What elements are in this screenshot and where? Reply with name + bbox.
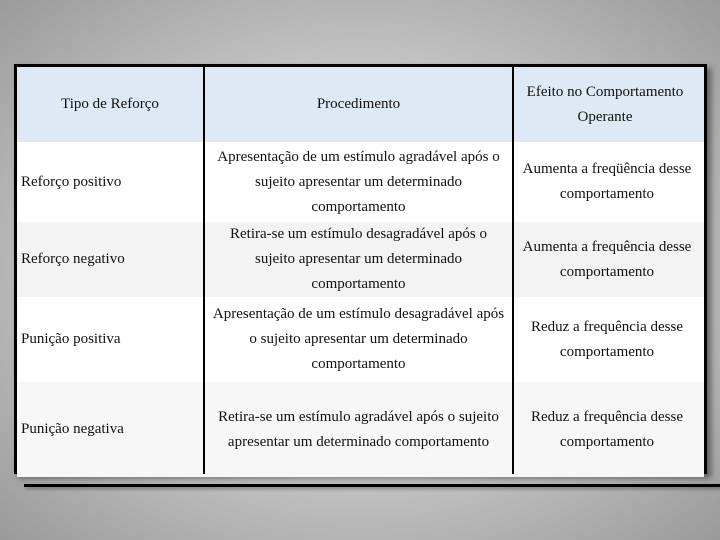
row-4-effect: Reduz a frequência desse comportamento xyxy=(530,408,683,450)
header-procedure: Procedimento xyxy=(316,96,401,112)
row-3-effect: Reduz a frequência desse comportamento xyxy=(530,318,683,360)
row-2-type: Reforço negativo xyxy=(21,251,125,267)
row-3-type: Punição positiva xyxy=(21,331,121,347)
bottom-rule xyxy=(24,484,720,487)
row-1-effect: Aumenta a freqüência desse comportamento xyxy=(522,161,692,202)
row-4-procedure: Retira-se um estímulo agradável após o sujeito apresentar um determinado comportamento xyxy=(218,408,499,450)
column-divider-2 xyxy=(512,67,514,474)
row-3-procedure: Apresentação de um estímulo desagradável após o sujeito apresentar um determinado comportamento xyxy=(212,306,505,372)
header-type: Tipo de Reforço xyxy=(61,96,159,112)
row-4-type: Punição negativa xyxy=(21,421,124,437)
row-1-type: Reforço positivo xyxy=(21,173,122,190)
header-effect: Efeito no Comportamento Operante xyxy=(526,83,684,125)
row-1-procedure: Apresentação de um estímulo agradável após o sujeito apresentar um determinado comportamento xyxy=(217,148,500,215)
reinforcement-table xyxy=(14,64,707,474)
row-2-procedure: Retira-se um estímulo desagradável após o sujeito apresentar um determinado comportamento xyxy=(229,226,487,292)
row-2-effect: Aumenta a frequência desse comportamento xyxy=(522,238,692,280)
